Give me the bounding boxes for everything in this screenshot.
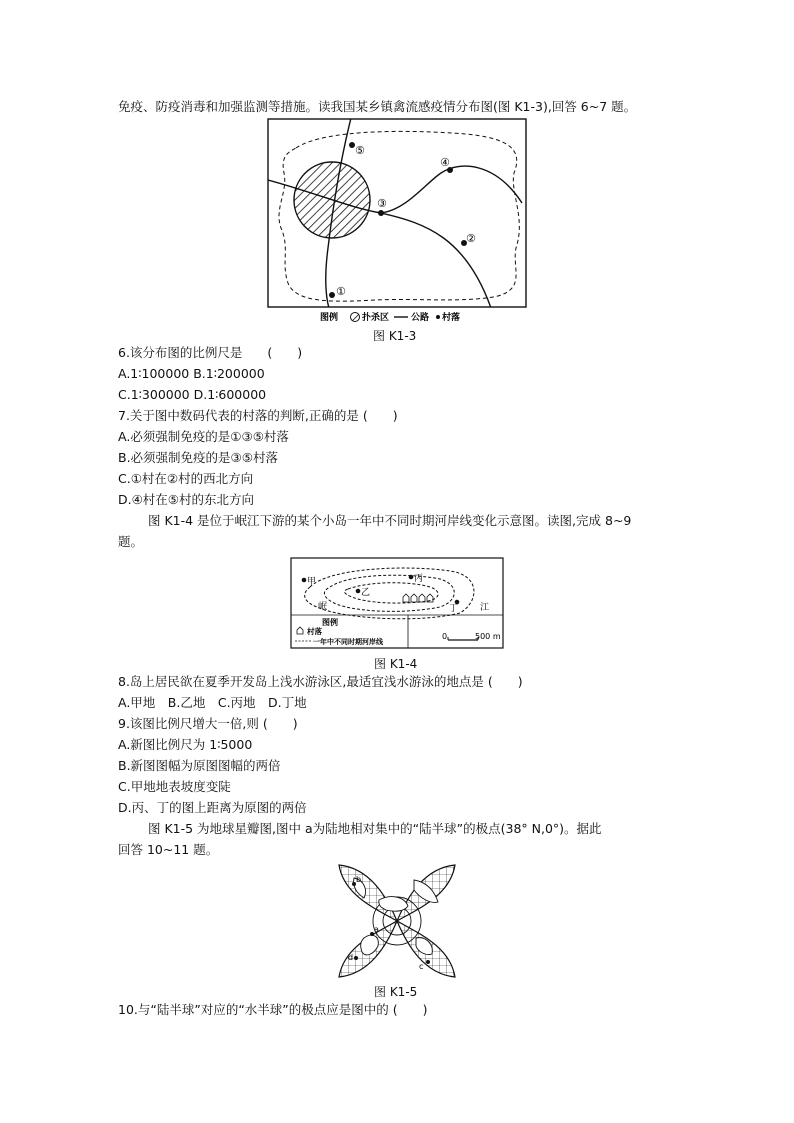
legend-shore: 一年中不同时期河岸线: [313, 638, 383, 646]
q9-option-c: C.甲地地表坡度变陡: [118, 779, 231, 794]
point-label-b: b: [356, 875, 362, 884]
village-dot-3: [378, 210, 384, 216]
caption-k1-3: 图 K1-3: [373, 329, 417, 343]
legend-village-icon: [436, 315, 440, 319]
legend-title: 图例: [322, 618, 338, 627]
legend-hatch-icon: [351, 313, 360, 322]
intro3-line2: 回答 10~11 题。: [118, 842, 219, 857]
q8-stem: 8.岛上居民欲在夏季开发岛上浅水游泳区,最适宜浅水游泳的地点是 ( ): [118, 674, 523, 689]
legend-title: 图例: [320, 313, 339, 323]
river-label-jiang: 江: [480, 603, 490, 613]
point-label-jia: 甲: [307, 577, 317, 587]
village-label-2: ②: [466, 232, 476, 245]
q7-option-c: C.①村在②村的西北方向: [118, 471, 254, 486]
point-label-yi: 乙: [361, 588, 371, 598]
caption-k1-5: 图 K1-5: [374, 985, 418, 999]
point-dot-c: [426, 960, 430, 964]
point-label-d: d: [348, 953, 354, 962]
point-label-bing: 丙: [414, 574, 424, 584]
q8-options: A.甲地 B.乙地 C.丙地 D.丁地: [118, 695, 307, 710]
scale-value: 500 m: [475, 632, 501, 641]
q7-stem: 7.关于图中数码代表的村落的判断,正确的是 ( ): [118, 408, 398, 423]
q9-stem: 9.该图比例尺增大一倍,则 ( ): [118, 716, 298, 731]
intro2-line2: 题。: [118, 534, 144, 549]
q6-stem: 6.该分布图的比例尺是 ( ): [118, 345, 303, 360]
petal-northwest: [339, 865, 397, 921]
q9-option-d: D.丙、丁的图上距离为原图的两倍: [118, 800, 307, 815]
point-dot-d: [354, 956, 358, 960]
legend-village: 村落: [307, 627, 322, 636]
q10-stem: 10.与“陆半球”对应的“水半球”的极点应是图中的 ( ): [118, 1002, 428, 1017]
q9-option-b: B.新图图幅为原图图幅的两倍: [118, 758, 281, 773]
q7-option-a: A.必须强制免疫的是①③⑤村落: [118, 429, 289, 444]
point-dot-jia: [302, 578, 307, 583]
q6-options-cd: C.1∶300000 D.1∶600000: [118, 387, 267, 402]
figure-k1-5-star-petal-map: [334, 860, 460, 982]
point-dot-bing: [409, 575, 414, 580]
village-label-1: ①: [336, 285, 346, 298]
scale-zero: 0: [442, 632, 448, 641]
legend-road: 公路: [411, 313, 430, 323]
village-label-4: ④: [440, 156, 450, 169]
q7-option-d: D.④村在⑤村的东北方向: [118, 492, 255, 507]
legend-village: 村落: [442, 313, 461, 323]
village-label-5: ⑤: [355, 144, 365, 157]
q7-option-b: B.必须强制免疫的是③⑤村落: [118, 450, 278, 465]
point-label-ding: 丁: [449, 604, 459, 614]
point-label-c: c: [419, 962, 424, 971]
caption-k1-4: 图 K1-4: [374, 657, 418, 671]
village-label-3: ③: [377, 197, 387, 210]
intro-text: 免疫、防疫消毒和加强监测等措施。读我国某乡镇禽流感疫情分布图(图 K1-3),回答 6~7 题。: [118, 99, 637, 114]
figure-k1-3-map: [266, 118, 528, 328]
q6-options-ab: A.1∶100000 B.1∶200000: [118, 366, 265, 381]
figure-k1-4-map: [290, 557, 504, 649]
point-label-a: a: [374, 925, 379, 934]
river-label-min: 岷: [318, 602, 328, 612]
village-dot-1: [329, 292, 335, 298]
point-dot-yi: [356, 589, 361, 594]
intro3-line1: 图 K1-5 为地球星瓣图,图中 a为陆地相对集中的“陆半球”的极点(38° N,0°)。据此: [148, 821, 602, 836]
q9-option-a: A.新图比例尺为 1∶5000: [118, 737, 253, 752]
intro2-line1: 图 K1-4 是位于岷江下游的某个小岛一年中不同时期河岸线变化示意图。读图,完成 8~9: [148, 513, 632, 528]
legend-kill-zone: 扑杀区: [362, 313, 390, 323]
